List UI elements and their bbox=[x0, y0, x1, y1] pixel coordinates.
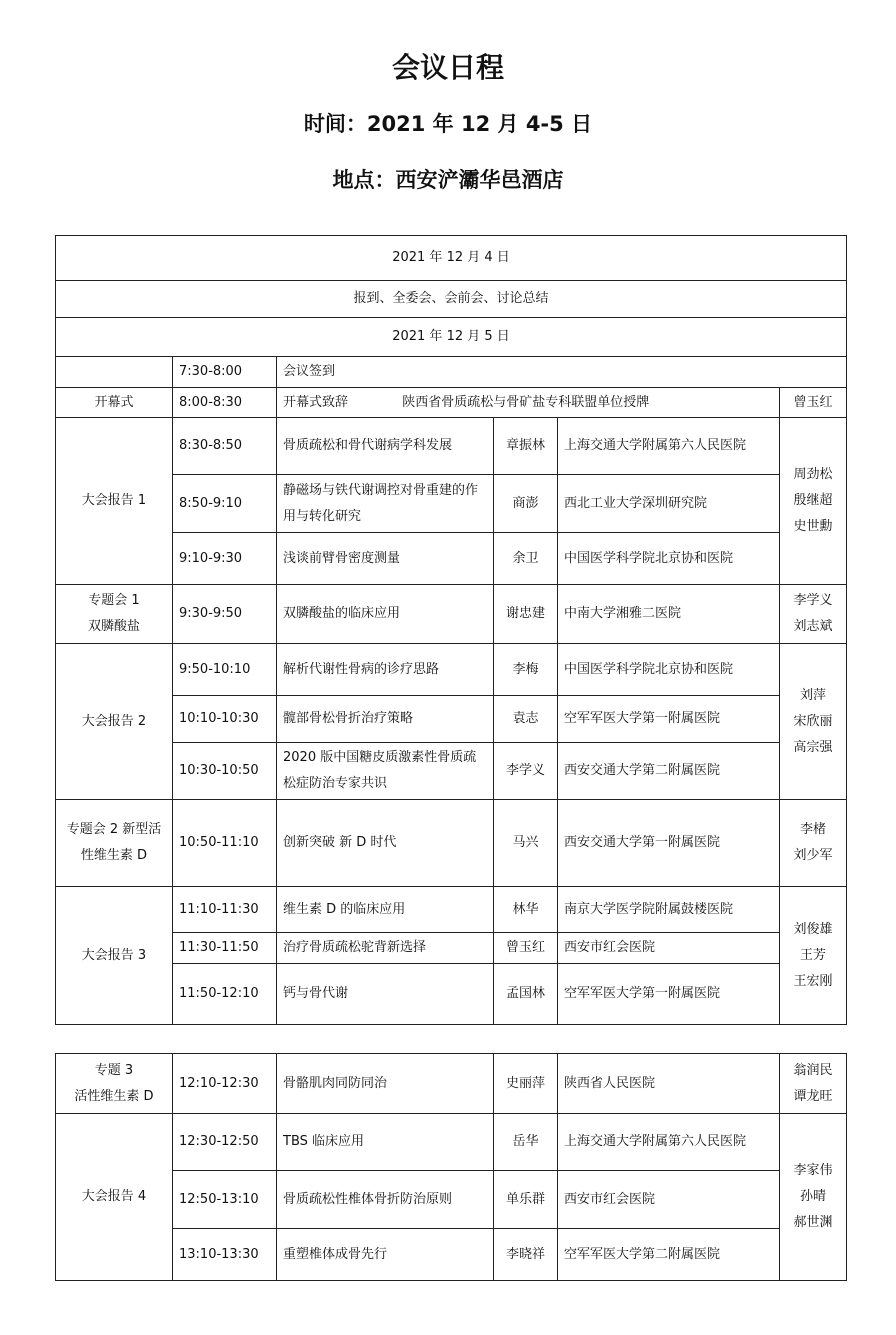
topic-cell: 重塑椎体成骨先行 bbox=[277, 1229, 494, 1281]
org-cell: 中国医学科学院北京协和医院 bbox=[558, 533, 780, 585]
topic-cell: 钙与骨代谢 bbox=[277, 964, 494, 1025]
section-cell: 开幕式 bbox=[56, 388, 173, 418]
schedule-table-1 bbox=[55, 235, 847, 1025]
chair-name: 刘萍 bbox=[799, 687, 826, 703]
chair-name: 殷继超 bbox=[793, 493, 833, 508]
time-cell: 12:30-12:50 bbox=[173, 1114, 277, 1171]
org-cell: 空军军医大学第一附属医院 bbox=[558, 696, 780, 743]
topic-cell: 治疗骨质疏松驼背新选择 bbox=[277, 933, 494, 964]
chair-name: 刘俊雄 bbox=[793, 921, 833, 937]
table-row bbox=[56, 1054, 847, 1114]
org-cell: 南京大学医学院附属鼓楼医院 bbox=[558, 887, 780, 933]
chair-name: 李楮 bbox=[799, 822, 826, 837]
org-cell: 空军军医大学第二附属医院 bbox=[558, 1229, 780, 1281]
topic-cell: 静磁场与铁代谢调控对骨重建的作用与转化研究 bbox=[277, 475, 494, 533]
chair-name: 刘志斌 bbox=[793, 619, 833, 634]
chair-name: 史世勳 bbox=[793, 519, 833, 534]
topic-cell: 骨质疏松和骨代谢病学科发展 bbox=[277, 418, 494, 475]
table-row bbox=[56, 388, 847, 418]
chair-cell bbox=[780, 1114, 847, 1281]
table-row bbox=[56, 1171, 847, 1229]
org-cell: 西北工业大学深圳研究院 bbox=[558, 475, 780, 533]
speaker-cell: 李梅 bbox=[494, 644, 558, 696]
section-cell: 大会报告 2 bbox=[56, 644, 173, 800]
table-row bbox=[56, 418, 847, 475]
chair-name: 刘少军 bbox=[793, 848, 833, 863]
time-cell: 10:10-10:30 bbox=[173, 696, 277, 743]
time-cell: 9:50-10:10 bbox=[173, 644, 277, 696]
day1-description: 报到、全委会、会前会、讨论总结 bbox=[56, 281, 847, 318]
time-cell: 10:30-10:50 bbox=[173, 743, 277, 800]
topic-cell: 骨骼肌肉同防同治 bbox=[277, 1054, 494, 1114]
topic-cell: 维生素 D 的临床应用 bbox=[277, 887, 494, 933]
chair-name: 王宏刚 bbox=[793, 973, 833, 989]
org-cell: 中南大学湘雅二医院 bbox=[558, 585, 780, 644]
org-cell: 西安市红会医院 bbox=[558, 933, 780, 964]
opening-topic: 开幕式致辞 bbox=[283, 394, 349, 410]
table-row bbox=[56, 933, 847, 964]
chair-cell bbox=[780, 585, 847, 644]
speaker-cell: 岳华 bbox=[494, 1114, 558, 1171]
section-line: 专题会 1 bbox=[88, 593, 140, 608]
topic-cell: 创新突破 新 D 时代 bbox=[277, 800, 494, 887]
time-cell: 11:30-11:50 bbox=[173, 933, 277, 964]
table-row bbox=[56, 1114, 847, 1171]
topic-cell: 双膦酸盐的临床应用 bbox=[277, 585, 494, 644]
table-row bbox=[56, 800, 847, 887]
topic-cell: TBS 临床应用 bbox=[277, 1114, 494, 1171]
time-cell: 8:30-8:50 bbox=[173, 418, 277, 475]
chair-name: 高宗强 bbox=[793, 739, 833, 755]
speaker-cell: 商澎 bbox=[494, 475, 558, 533]
section-line: 活性维生素 D bbox=[74, 1088, 154, 1104]
table-row bbox=[56, 585, 847, 644]
speaker-cell: 谢忠建 bbox=[494, 585, 558, 644]
section-cell: 专题会 2 新型活性维生素 D bbox=[56, 800, 173, 887]
org-cell: 上海交通大学附属第六人民医院 bbox=[558, 418, 780, 475]
section-cell: 大会报告 1 bbox=[56, 418, 173, 585]
time-cell: 9:10-9:30 bbox=[173, 533, 277, 585]
meeting-time: 时间：2021 年 12 月 4-5 日 bbox=[303, 112, 593, 136]
chair-cell bbox=[780, 644, 847, 800]
meeting-place: 地点：西安浐灞华邑酒店 bbox=[332, 168, 564, 192]
time-cell: 11:10-11:30 bbox=[173, 887, 277, 933]
time-cell: 12:50-13:10 bbox=[173, 1171, 277, 1229]
chair-cell bbox=[780, 418, 847, 585]
speaker-cell: 林华 bbox=[494, 887, 558, 933]
time-cell: 8:50-9:10 bbox=[173, 475, 277, 533]
speaker-cell: 章振林 bbox=[494, 418, 558, 475]
topic-cell: 会议签到 bbox=[277, 357, 847, 388]
day2-date: 2021 年 12 月 5 日 bbox=[56, 318, 847, 357]
speaker-cell: 李学义 bbox=[494, 743, 558, 800]
speaker-cell: 曾玉红 bbox=[494, 933, 558, 964]
schedule-table-2 bbox=[55, 1053, 847, 1281]
org-cell: 西安交通大学第二附属医院 bbox=[558, 743, 780, 800]
table-row bbox=[56, 1229, 847, 1281]
chair-name: 翁润民 bbox=[793, 1062, 833, 1078]
table-row bbox=[56, 696, 847, 743]
day1-date: 2021 年 12 月 4 日 bbox=[56, 236, 847, 281]
table-row bbox=[56, 887, 847, 933]
chair-name: 宋欣丽 bbox=[793, 713, 833, 729]
chair-cell bbox=[780, 1054, 847, 1114]
topic-cell: 浅谈前臂骨密度测量 bbox=[277, 533, 494, 585]
org-cell: 陕西省人民医院 bbox=[558, 1054, 780, 1114]
chair-name: 李学义 bbox=[793, 593, 833, 608]
topic-cell bbox=[277, 388, 780, 418]
org-cell: 西安交通大学第一附属医院 bbox=[558, 800, 780, 887]
org-cell: 中国医学科学院北京协和医院 bbox=[558, 644, 780, 696]
org-cell: 空军军医大学第一附属医院 bbox=[558, 964, 780, 1025]
speaker-cell: 余卫 bbox=[494, 533, 558, 585]
page-title: 会议日程 bbox=[391, 51, 504, 84]
chair-name: 王芳 bbox=[799, 947, 826, 963]
time-cell: 7:30-8:00 bbox=[173, 357, 277, 388]
speaker-cell: 单乐群 bbox=[494, 1171, 558, 1229]
time-cell: 12:10-12:30 bbox=[173, 1054, 277, 1114]
section-line: 双膦酸盐 bbox=[87, 619, 140, 634]
speaker-cell: 李晓祥 bbox=[494, 1229, 558, 1281]
time-cell: 10:50-11:10 bbox=[173, 800, 277, 887]
section-cell bbox=[56, 585, 173, 644]
topic-cell: 解析代谢性骨病的诊疗思路 bbox=[277, 644, 494, 696]
table-row bbox=[56, 964, 847, 1025]
table-row bbox=[56, 475, 847, 533]
org-cell: 上海交通大学附属第六人民医院 bbox=[558, 1114, 780, 1171]
table-row bbox=[56, 644, 847, 696]
topic-cell: 2020 版中国糖皮质激素性骨质疏松症防治专家共识 bbox=[277, 743, 494, 800]
time-cell: 8:00-8:30 bbox=[173, 388, 277, 418]
table-row bbox=[56, 357, 847, 388]
chair-cell bbox=[780, 800, 847, 887]
time-cell: 11:50-12:10 bbox=[173, 964, 277, 1025]
section-cell bbox=[56, 1054, 173, 1114]
table-row bbox=[56, 743, 847, 800]
section-cell: 大会报告 4 bbox=[56, 1114, 173, 1281]
chair-name: 谭龙旺 bbox=[793, 1088, 833, 1104]
time-cell: 9:30-9:50 bbox=[173, 585, 277, 644]
chair-name: 郝世渊 bbox=[793, 1215, 833, 1230]
chair-name: 孙晴 bbox=[799, 1189, 826, 1204]
topic-cell: 骨质疏松性椎体骨折防治原则 bbox=[277, 1171, 494, 1229]
org-cell: 西安市红会医院 bbox=[558, 1171, 780, 1229]
speaker-cell: 袁志 bbox=[494, 696, 558, 743]
speaker-cell: 史丽萍 bbox=[494, 1054, 558, 1114]
chair-cell: 曾玉红 bbox=[780, 388, 847, 418]
opening-topic-extra: 陕西省骨质疏松与骨矿盐专科联盟单位授牌 bbox=[402, 394, 650, 410]
topic-cell: 髋部骨松骨折治疗策略 bbox=[277, 696, 494, 743]
speaker-cell: 马兴 bbox=[494, 800, 558, 887]
time-cell: 13:10-13:30 bbox=[173, 1229, 277, 1281]
section-cell: 大会报告 3 bbox=[56, 887, 173, 1025]
chair-cell bbox=[780, 887, 847, 1025]
section-line: 专题 3 bbox=[94, 1062, 134, 1078]
speaker-cell: 孟国林 bbox=[494, 964, 558, 1025]
chair-name: 周劲松 bbox=[793, 467, 833, 482]
chair-name: 李家伟 bbox=[793, 1163, 833, 1178]
table-row bbox=[56, 533, 847, 585]
